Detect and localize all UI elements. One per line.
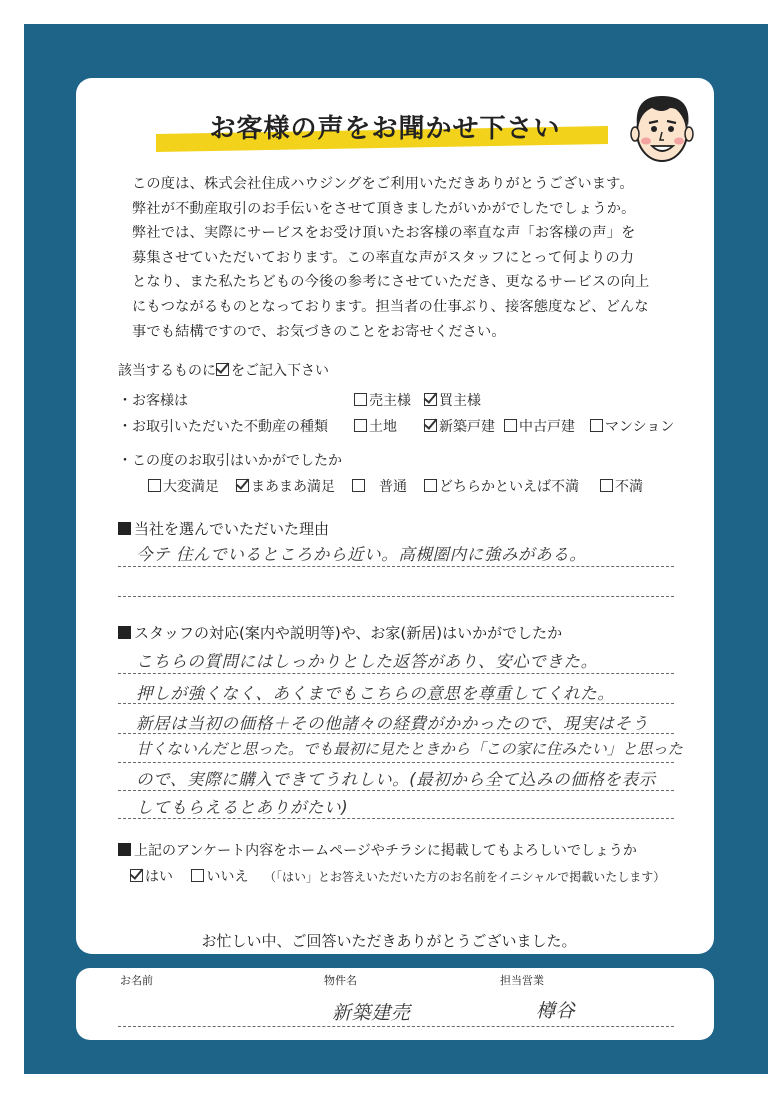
thanks-message: お忙しい中、ご回答いただきありがとうございました。: [201, 932, 577, 950]
intro-line: この度は、株式会社住成ハウジングをご利用いただきありがとうございます。: [132, 176, 634, 192]
checkbox-land[interactable]: [354, 419, 367, 432]
reason-answer: 今テ 住んでいるところから近い。高槻圏内に強みがある。: [136, 545, 587, 564]
staff-answer-line: こちらの質問にはしっかりとした返答があり、安心できた。: [136, 652, 598, 671]
staff-answer-line: 新居は当初の価格＋その他諸々の経費がかかったので、現実はそう: [136, 714, 649, 733]
staff-answer-line: ので、実際に購入できてうれしい。(最初から全て込みの価格を表示: [136, 770, 656, 789]
option-mansion[interactable]: マンション: [590, 416, 674, 436]
answer-line: [118, 790, 674, 791]
checkbox-buyer[interactable]: [424, 393, 437, 406]
checkbox-unsatisfied[interactable]: [600, 479, 613, 492]
checkmark-icon: [216, 363, 229, 376]
answer-line: [118, 566, 674, 567]
intro-line: 募集させていただいております。この率直な声がスタッフにとって何よりの力: [132, 249, 635, 266]
section-staff-title: スタッフの対応(案内や説明等)や、お家(新居)はいかがでしたか: [118, 622, 562, 643]
intro-line: 弊社が不動産取引のお手伝いをさせて頂きましたがいかがでしたでしょうか。: [132, 200, 636, 217]
option-very-satisfied[interactable]: 大変満足: [148, 476, 219, 496]
checkbox-very-satisfied[interactable]: [148, 479, 161, 492]
answer-line: [118, 733, 674, 734]
section-reason-title: 当社を選んでいただいた理由: [118, 518, 329, 539]
mascot-face-icon: [622, 86, 702, 166]
consent-yes[interactable]: はい: [130, 869, 173, 885]
staff-answer-line: してもらえるとありがたい): [136, 798, 349, 817]
checkbox-used-house[interactable]: [504, 419, 517, 432]
intro-line: 弊社では、実際にサービスをお受け頂いたお客様の率直な声「お客様の声」を: [132, 225, 636, 242]
answer-line: [118, 762, 674, 763]
checklist-instruction: 該当するものに をご記入下さい: [118, 363, 329, 379]
option-buyer[interactable]: 買主様: [424, 390, 481, 410]
checkbox-mansion[interactable]: [590, 419, 603, 432]
option-used-house[interactable]: 中古戸建: [504, 416, 575, 436]
answer-line: [118, 703, 674, 704]
intro-line: となり、また私たちどもの今後の参考にさせていただき、更なるサービスの向上: [132, 274, 650, 291]
checkbox-no[interactable]: [191, 869, 204, 882]
question-customer-label: ・お客様は: [118, 393, 188, 409]
checkbox-yes[interactable]: [130, 869, 143, 882]
intro-line: 事でも結構ですので、お気づきのことをお寄せください。: [132, 323, 506, 340]
page-title: お客様の声をお聞かせ下さい: [209, 114, 561, 144]
name-label: お名前: [120, 974, 153, 987]
option-neutral[interactable]: 普通: [352, 476, 407, 496]
question-property-label: ・お取引いただいた不動産の種類: [118, 419, 328, 435]
staff-answer-line: 押しが強くなく、あくまでもこちらの意思を尊重してくれた。: [136, 684, 615, 703]
intro-line: にもつながるものとなっております。担当者の仕事ぶり、接客態度など、どんな: [132, 298, 649, 315]
property-value: 新築建売: [332, 1002, 411, 1024]
consent-note: （「はい」とお答えいただいた方のお名前をイニシャルで掲載いたします）: [264, 870, 666, 884]
section-consent-title: 上記のアンケート内容をホームページやチラシに掲載してもよろしいでしょうか: [118, 840, 637, 860]
answer-line: [118, 673, 674, 674]
staff-label: 担当営業: [500, 974, 544, 987]
option-fairly-satisfied[interactable]: まあまあ満足: [236, 476, 335, 496]
checkbox-new-house[interactable]: [424, 419, 437, 432]
intro-text: [132, 172, 692, 344]
checkbox-somewhat-unsatisfied[interactable]: [424, 479, 437, 492]
staff-answer-line: 甘くないんだと思った。でも最初に見たときから「この家に住みたい」と思った: [136, 740, 683, 758]
option-land[interactable]: 土地: [354, 416, 397, 436]
property-label: 物件名: [324, 974, 357, 987]
name-field-line: [118, 1026, 674, 1027]
title-block: [150, 106, 620, 150]
question-satisfaction-label: ・この度のお取引はいかがでしたか: [118, 453, 342, 469]
staff-value: 樽谷: [536, 1000, 576, 1022]
option-somewhat-unsatisfied[interactable]: どちらかといえば不満: [424, 476, 579, 496]
checkbox-fairly-satisfied[interactable]: [236, 479, 249, 492]
answer-line: [118, 818, 674, 819]
option-unsatisfied[interactable]: 不満: [600, 476, 643, 496]
checkbox-neutral[interactable]: [352, 479, 365, 492]
checkbox-seller[interactable]: [354, 393, 367, 406]
answer-line: [118, 596, 674, 597]
option-new-house[interactable]: 新築戸建: [424, 416, 495, 436]
consent-no[interactable]: いいえ: [191, 869, 248, 885]
option-seller[interactable]: 売主様: [354, 390, 411, 410]
consent-options: [130, 866, 248, 886]
